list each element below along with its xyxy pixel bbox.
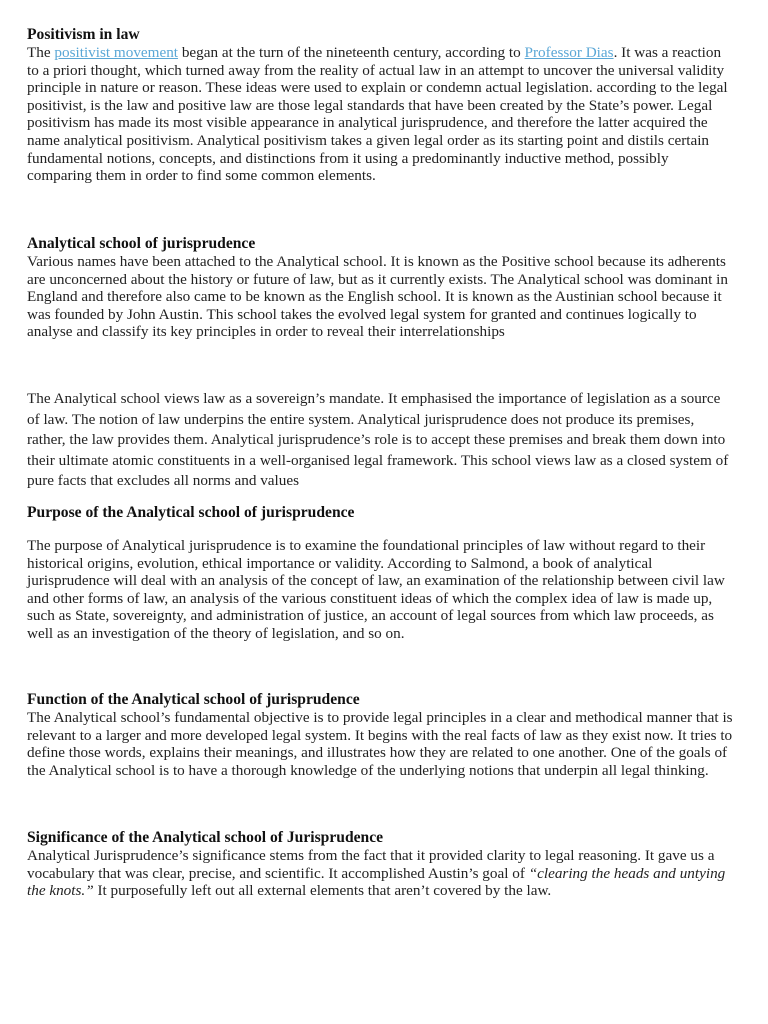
text-run: began at the turn of the nineteenth century, according to [178, 44, 525, 61]
text-run: It purposefully left out all external elements that aren’t covered by the law. [93, 882, 552, 900]
section-paragraph [27, 44, 733, 185]
positivist-movement-link[interactable]: positivist movement [54, 44, 179, 61]
section-heading: Significance of the Analytical school of Jurisprudence [27, 829, 384, 846]
text-run: . It was a reaction to a priori thought, which turned away from the reality of actual law in an attempt to uncover the universal validity principle in nature or reason. These ideas were used to explain or condemn actual legislation. according to the legal positivist, is the law and positive law are those legal standards that have been created by the State’s power. Legal positivism has made its most visible appearance in analytical jurisprudence, and therefore the latter acquired the name analytical positivism. Analytical positivism takes a given legal order as its starting point and distils certain fundamental notions, concepts, and distinctions from it using a predominantly inductive method, possibly comparing them in order to find some common elements. [27, 44, 728, 185]
section-analytical [27, 235, 733, 341]
text-run: The [27, 44, 55, 61]
section-purpose [27, 504, 733, 643]
section-paragraph [27, 847, 733, 900]
section-function [27, 691, 733, 779]
section-significance [27, 829, 733, 900]
section-heading: Analytical school of jurisprudence [27, 235, 256, 252]
text-run: Analytical Jurisprudence’s significance stems from the fact that it provided clarity to legal reasoning. It gave us a vocabulary that was clear, precise, and scientific. It accomplished Austin’s goal of [27, 847, 715, 882]
section-paragraph: Various names have been attached to the Analytical school. It is known as the Positive school because its adherents are unconcerned about the history or future of law, but as it currently exists. The Analytical school was dominant in England and therefore also came to be known as the English school. It is known as the Austinian school because it was founded by John Austin. This school takes the evolved legal system for granted and continues logically to analyse and classify its key principles in order to reveal their interrelationships [27, 253, 728, 341]
professor-dias-link[interactable]: Professor Dias [524, 44, 614, 61]
section-analytical-continued [27, 389, 733, 492]
section-paragraph: The Analytical school’s fundamental objective is to provide legal principles in a clear and methodical manner that is relevant to a larger and more developed legal system. It begins with the real facts of law as they exist now. It tries to define those words, explains their meanings, and illustrates how they are related to one another. One of the goals of the Analytical school is to have a thorough knowledge of the underlying notions that underpin all legal thinking. [27, 709, 733, 779]
section-paragraph: The Analytical school views law as a sovereign’s mandate. It emphasised the importance of legislation as a source of law. The notion of law underpins the entire system. Analytical jurisprudence does not produce its premises, rather, the law provides them. Analytical jurisprudence’s role is to accept these premises and break them down into their ultimate atomic constituents in a well-organised legal framework. This school views law as a closed system of pure facts that excludes all norms and values [27, 390, 729, 490]
section-paragraph: The purpose of Analytical jurisprudence is to examine the foundational principles of law without regard to their historical origins, evolution, ethical importance or validity. According to Salmond, a book of analytical jurisprudence will deal with an analysis of the concept of law, an examination of the relationship between civil law and other forms of law, an analysis of the various constituent ideas of which the complex idea of law is made up, such as State, sovereignty, and administration of justice, an account of legal sources from which law proceeds, as well as an investigation of the theory of legislation, and so on. [27, 537, 725, 642]
section-heading: Positivism in law [27, 26, 140, 43]
section-heading: Function of the Analytical school of jurisprudence [27, 691, 360, 708]
austin-quote: “clearing the heads and untying the knots.” [27, 864, 726, 900]
section-positivism [27, 26, 733, 185]
section-heading: Purpose of the Analytical school of jurisprudence [27, 504, 355, 521]
